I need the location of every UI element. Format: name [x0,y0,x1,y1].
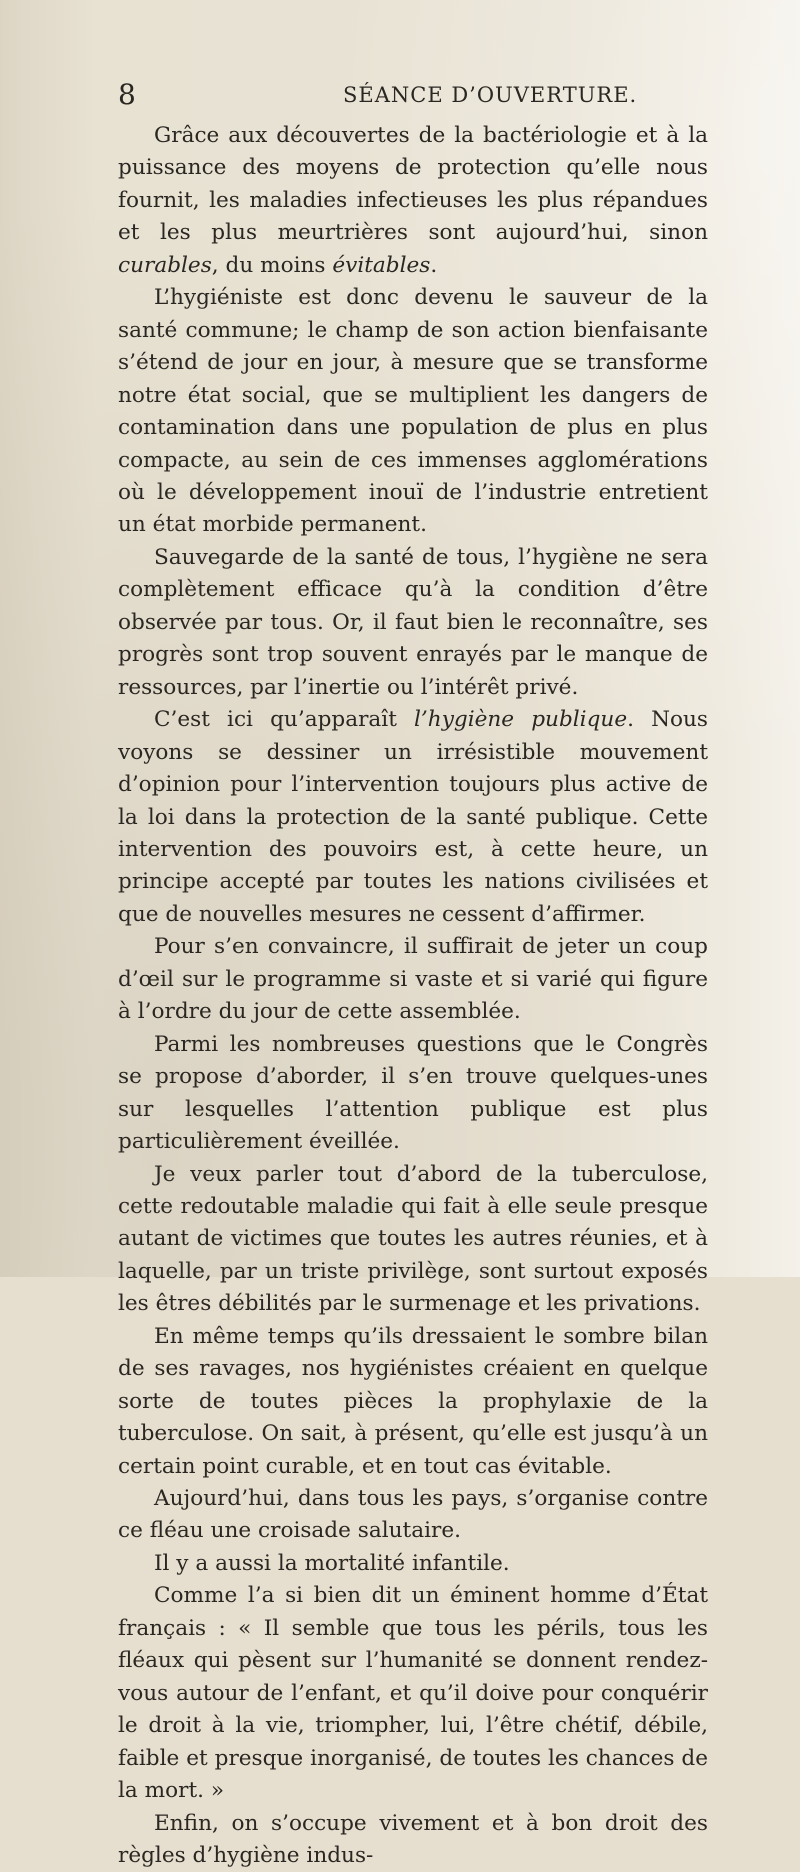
paragraph: Sauvegarde de la santé de tous, l’hygiène ne sera complètement efficace qu’à la condition d’être observée par tous. Or, il faut bien le reconnaître, ses progrès sont trop souvent enrayés par le manque de ressources, par l’inertie ou l’intérêt privé. [118,544,708,700]
paragraph: Pour s’en convaincre, il suffirait de jeter un coup d’œil sur le programme si vaste et si varié qui figure à l’ordre du jour de cette assemblée. [118,934,708,1025]
page-number: 8 [118,78,136,111]
paragraph: Comme l’a si bien dit un éminent homme d’État français : « Il semble que tous les périls, tous les fléaux qui pèsent sur l’humanité se donnent rendez-vous autour de l’enfant, et qu’il doive pour conquérir le droit à la vie, triompher, lui, l’être chétif, débile, faible et presque inorganisé, de toutes les chances de la mort. » [118,1583,708,1804]
paragraph: Grâce aux découvertes de la bactériologie et à la puissance des moyens de protection qu’elle nous fournit, les maladies infectieuses les plus répandues et les plus meurtrières sont aujourd’hui, sinon curables, du moins évitables. [118,123,708,278]
italic-term: l’hygiène publique [414,707,628,733]
page-header [118,75,678,115]
paragraph: Il y a aussi la mortalité infantile. [154,1550,510,1576]
paragraph: Enfin, on s’occupe vivement et à bon droit des règles d’hygiène indus- [118,1810,708,1869]
body-text [118,120,708,1872]
paragraph: Aujourd’hui, dans tous les pays, s’organise contre ce fléau une croisade salutaire. [118,1486,708,1544]
italic-term: évitables [332,252,431,278]
paragraph: C’est ici qu’apparaît l’hygiène publique. Nous voyons se dessiner un irrésistible mouvement d’opinion pour l’intervention toujours plus active de la loi dans la protection de la santé publique. Cette intervention des pouvoirs est, à cette heure, un principe accepté par toutes les nations civilisées et que de nouvelles mesures ne cessent d’affirmer. [118,707,708,927]
italic-term: curables [118,252,212,278]
running-title: SÉANCE D’OUVERTURE. [343,83,638,107]
paragraph: En même temps qu’ils dressaient le sombre bilan de ses ravages, nos hygiénistes créaient en quelque sorte de toutes pièces la prophylaxie de la tuberculose. On sait, à présent, qu’elle est jusqu’à un certain point curable, et en tout cas évitable. [118,1323,708,1479]
paragraph: Je veux parler tout d’abord de la tuberculose, cette redoutable maladie qui fait à elle seule presque autant de victimes que toutes les autres réunies, et à laquelle, par un triste privilège, sont surtout exposés les êtres débilités par le surmenage et les privations. [118,1161,708,1317]
paragraph: L’hygiéniste est donc devenu le sauveur de la santé commune; le champ de son action bienfaisante s’étend de jour en jour, à mesure que se transforme notre état social, que se multiplient les dangers de contamination dans une population de plus en plus compacte, au sein de ces immenses agglomérations où le développement inouï de l’industrie entretient un état morbide permanent. [118,285,708,538]
paragraph: Parmi les nombreuses questions que le Congrès se propose d’aborder, il s’en trouve quelques-unes sur lesquelles l’attention publique est plus particulièrement éveillée. [118,1031,708,1155]
